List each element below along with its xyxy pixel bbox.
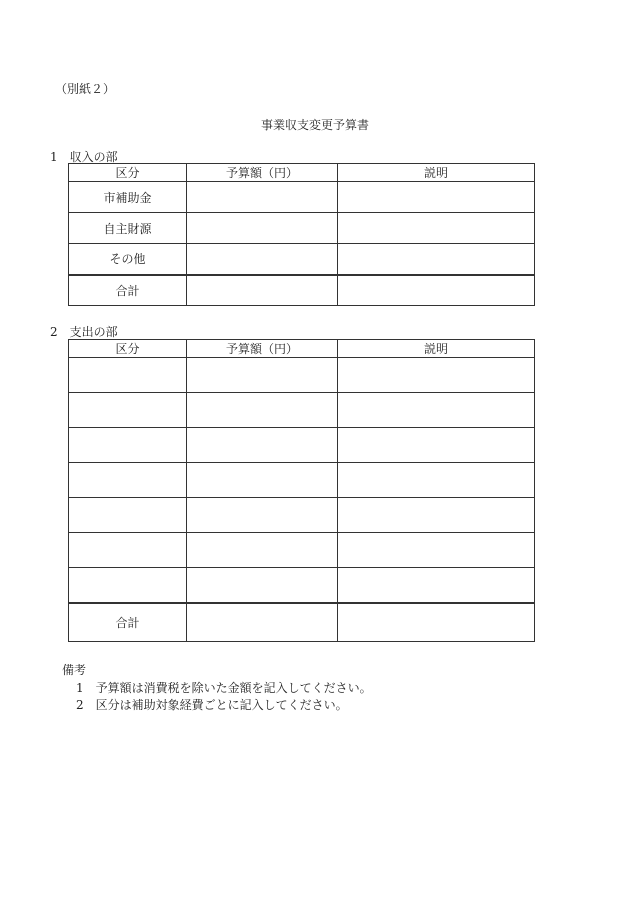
income-amount-cell[interactable] <box>187 213 338 244</box>
income-header-row <box>69 164 535 182</box>
expense-header-amount: 予算額（円） <box>187 340 338 358</box>
expense-description-cell[interactable] <box>338 463 535 498</box>
income-total-row <box>69 275 535 306</box>
table-row <box>69 213 535 244</box>
attachment-label: （別紙２） <box>55 82 116 96</box>
income-table <box>68 163 535 306</box>
income-total-description-cell[interactable] <box>338 275 535 306</box>
table-row <box>69 393 535 428</box>
income-amount-cell[interactable] <box>187 182 338 213</box>
expense-description-cell[interactable] <box>338 498 535 533</box>
table-row <box>69 463 535 498</box>
table-row <box>69 533 535 568</box>
expense-header-row <box>69 340 535 358</box>
expense-total-label: 合計 <box>69 603 187 642</box>
expense-category-cell[interactable] <box>69 358 187 393</box>
expense-amount-cell[interactable] <box>187 393 338 428</box>
expense-header-category: 区分 <box>69 340 187 358</box>
income-section-heading: 1 収入の部 <box>50 150 118 164</box>
expense-description-cell[interactable] <box>338 428 535 463</box>
expense-description-cell[interactable] <box>338 358 535 393</box>
expense-description-cell[interactable] <box>338 393 535 428</box>
expense-category-cell[interactable] <box>69 463 187 498</box>
notes-heading: 備考 <box>62 663 87 677</box>
expense-total-row <box>69 603 535 642</box>
income-category-cell: 市補助金 <box>69 182 187 213</box>
expense-amount-cell[interactable] <box>187 463 338 498</box>
income-total-label: 合計 <box>69 275 187 306</box>
income-description-cell[interactable] <box>338 213 535 244</box>
expense-category-cell[interactable] <box>69 568 187 603</box>
expense-category-cell[interactable] <box>69 533 187 568</box>
expense-amount-cell[interactable] <box>187 358 338 393</box>
expense-description-cell[interactable] <box>338 568 535 603</box>
document-title: 事業収支変更予算書 <box>260 118 369 132</box>
table-row <box>69 244 535 275</box>
expense-amount-cell[interactable] <box>187 533 338 568</box>
note-item: 2 区分は補助対象経費ごとに記入してください。 <box>76 698 348 712</box>
expense-amount-cell[interactable] <box>187 568 338 603</box>
expense-category-cell[interactable] <box>69 498 187 533</box>
income-category-cell: 自主財源 <box>69 213 187 244</box>
expense-total-description-cell[interactable] <box>338 603 535 642</box>
table-row <box>69 498 535 533</box>
expense-total-amount-cell[interactable] <box>187 603 338 642</box>
table-row <box>69 358 535 393</box>
table-row <box>69 182 535 213</box>
expense-header-description: 説明 <box>338 340 535 358</box>
note-item: 1 予算額は消費税を除いた金額を記入してください。 <box>76 681 372 695</box>
income-description-cell[interactable] <box>338 244 535 275</box>
expense-table <box>68 339 535 642</box>
expense-section-heading: 2 支出の部 <box>50 325 118 339</box>
table-row <box>69 568 535 603</box>
expense-amount-cell[interactable] <box>187 498 338 533</box>
expense-category-cell[interactable] <box>69 393 187 428</box>
income-total-amount-cell[interactable] <box>187 275 338 306</box>
income-header-description: 説明 <box>338 164 535 182</box>
expense-amount-cell[interactable] <box>187 428 338 463</box>
income-category-cell: その他 <box>69 244 187 275</box>
income-header-category: 区分 <box>69 164 187 182</box>
income-header-amount: 予算額（円） <box>187 164 338 182</box>
income-description-cell[interactable] <box>338 182 535 213</box>
income-amount-cell[interactable] <box>187 244 338 275</box>
table-row <box>69 428 535 463</box>
expense-category-cell[interactable] <box>69 428 187 463</box>
expense-description-cell[interactable] <box>338 533 535 568</box>
